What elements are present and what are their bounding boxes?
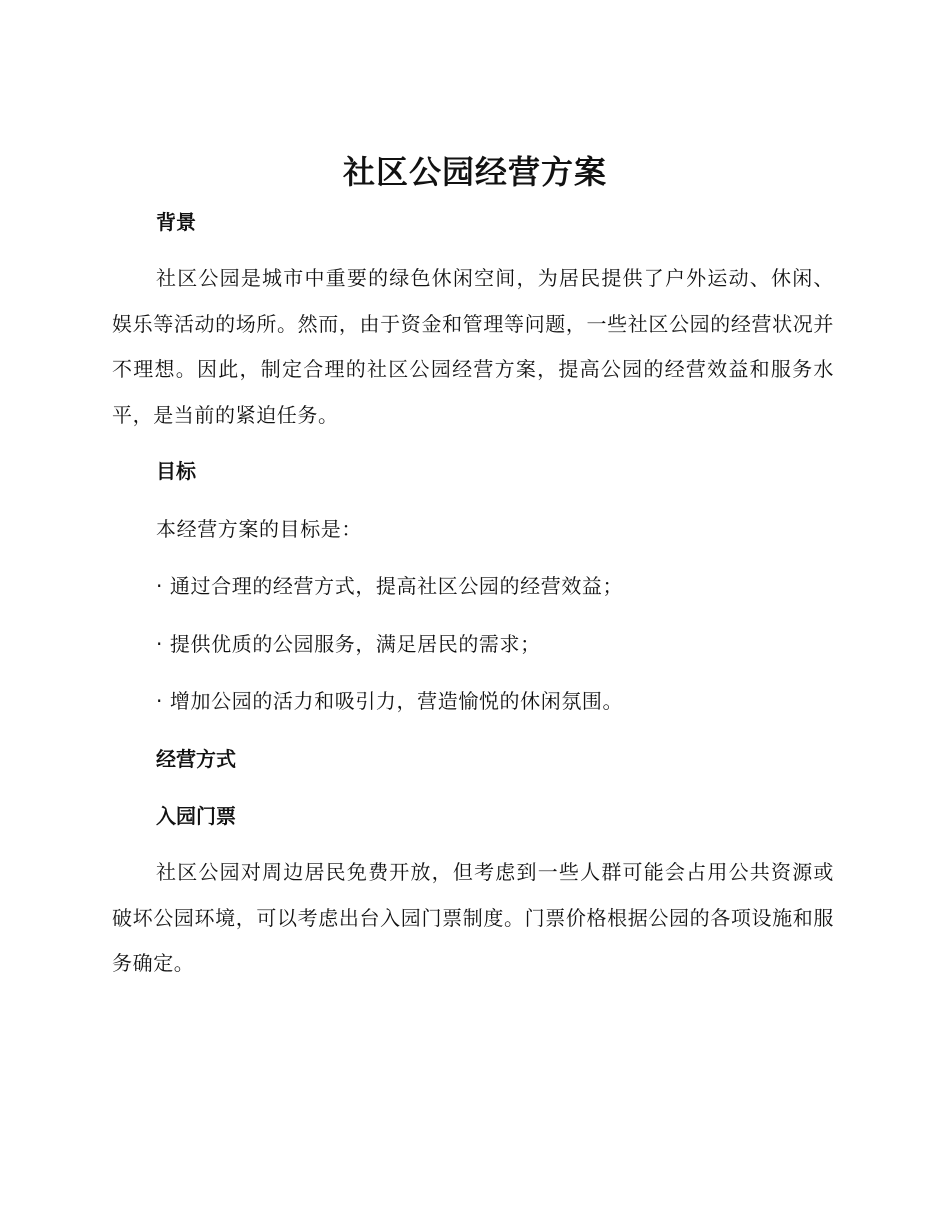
goal-item: · 提供优质的公园服务，满足居民的需求； — [156, 632, 541, 656]
goal-item: · 通过合理的经营方式，提高社区公园的经营效益； — [156, 574, 624, 598]
tickets-paragraph: 社区公园对周边居民免费开放，但考虑到一些人群可能会占用公共资源或破坏公园环境，可以考虑出台入园门票制度。门票价格根据公园的各项设施和服务确定。 — [112, 860, 834, 975]
goals-intro: 本经营方案的目标是： — [156, 517, 362, 541]
section-heading-background: 背景 — [156, 210, 196, 234]
section-heading-operations: 经营方式 — [156, 747, 236, 771]
subsection-heading-tickets: 入园门票 — [156, 804, 236, 828]
goal-item: · 增加公园的活力和吸引力，营造愉悦的休闲氛围。 — [156, 689, 624, 713]
background-paragraph: 社区公园是城市中重要的绿色休闲空间，为居民提供了户外运动、休闲、娱乐等活动的场所。然而，由于资金和管理等问题，一些社区公园的经营状况并不理想。因此，制定合理的社区公园经营方案，提高公园的经营效益和服务水平，是当前的紧迫任务。 — [112, 266, 834, 427]
section-heading-goals: 目标 — [156, 459, 196, 483]
document-title: 社区公园经营方案 — [342, 153, 607, 191]
